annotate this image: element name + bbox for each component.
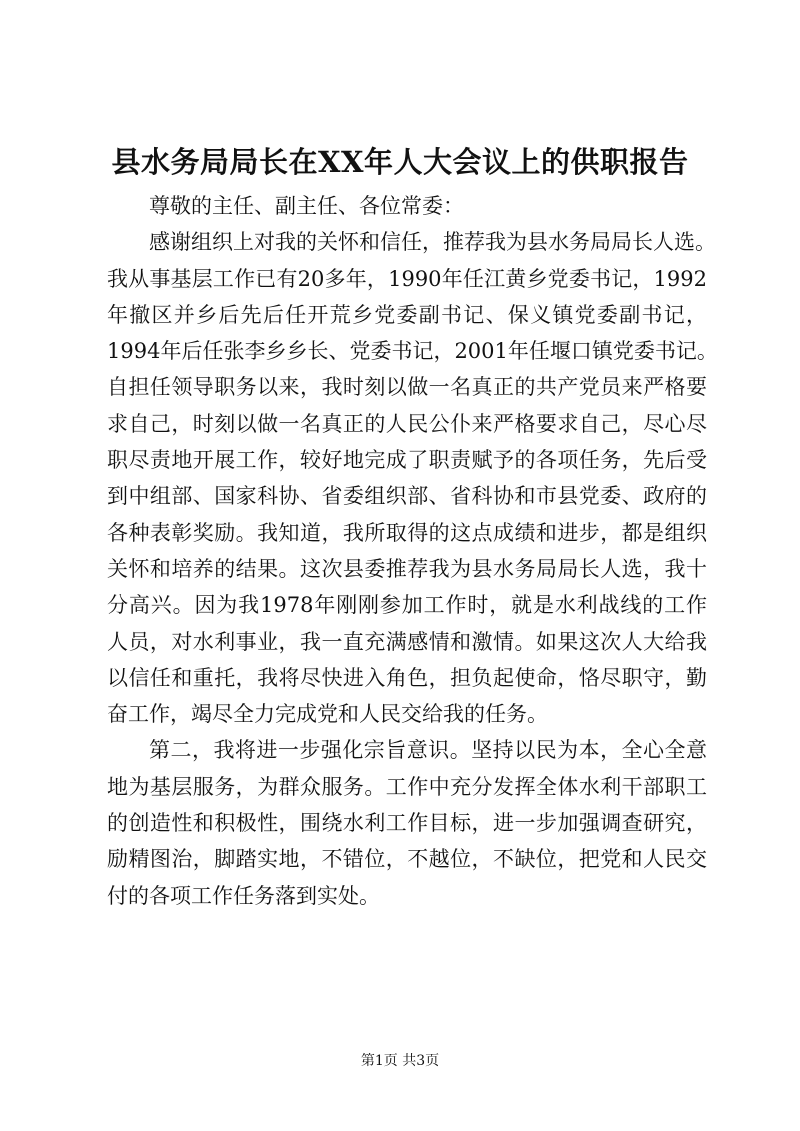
paragraph-line: 职尽责地开展工作，较好地完成了职责赋予的各项任务，先后受 (107, 448, 707, 473)
paragraph-line: 到中组部、国家科协、省委组织部、省科协和市县党委、政府的 (107, 484, 707, 509)
paragraph-line: 关怀和培养的结果。这次县委推荐我为县水务局局长人选，我十 (107, 556, 707, 581)
paragraph-line: 以信任和重托，我将尽快进入角色，担负起使命，恪尽职守，勤 (107, 665, 707, 690)
document-title: 县水务局局长在XX年人大会议上的供职报告 (111, 145, 689, 179)
paragraph-line: 各种表彰奖励。我知道，我所取得的这点成绩和进步，都是组织 (107, 520, 707, 545)
paragraph-2 (107, 732, 707, 913)
page-number-footer: 第1页 共3页 (360, 1053, 440, 1069)
paragraph-line: 求自己，时刻以做一名真正的人民公仆来严格要求自己，尽心尽 (107, 411, 707, 436)
paragraph-line: 励精图治，脚踏实地，不错位，不越位，不缺位，把党和人民交 (107, 847, 707, 872)
paragraph-line: 人员，对水利事业，我一直充满感情和激情。如果这次人大给我 (107, 629, 707, 654)
paragraph-line: 自担任领导职务以来，我时刻以做一名真正的共产党员来严格要 (107, 375, 707, 400)
paragraph-line: 付的各项工作任务落到实处。 (107, 883, 380, 908)
paragraph-line: 第二，我将进一步强化宗旨意识。坚持以民为本，全心全意 (149, 738, 707, 763)
paragraph-1 (107, 224, 718, 732)
salutation-line: 尊敬的主任、副主任、各位常委： (149, 194, 464, 218)
paragraph-line: 地为基层服务，为群众服务。工作中充分发挥全体水利干部职工 (107, 774, 707, 799)
paragraph-line: 我从事基层工作已有20多年，1990年任江黄乡党委书记，1992 (107, 266, 707, 291)
salutation-paragraph (107, 188, 707, 224)
paragraph-line: 分高兴。因为我1978年刚刚参加工作时，就是水利战线的工作 (107, 593, 707, 618)
paragraph-line: 年撤区并乡后先后任开荒乡党委副书记、保义镇党委副书记， (107, 302, 707, 327)
document-body (107, 188, 718, 914)
paragraph-line: 感谢组织上对我的关怀和信任，推荐我为县水务局局长人选。 (149, 230, 716, 255)
paragraph-line: 的创造性和积极性，围绕水利工作目标，进一步加强调查研究， (107, 811, 707, 836)
paragraph-line: 奋工作，竭尽全力完成党和人民交给我的任务。 (107, 702, 548, 727)
paragraph-line: 1994年后任张李乡乡长、党委书记，2001年任堰口镇党委书记。 (107, 339, 718, 364)
